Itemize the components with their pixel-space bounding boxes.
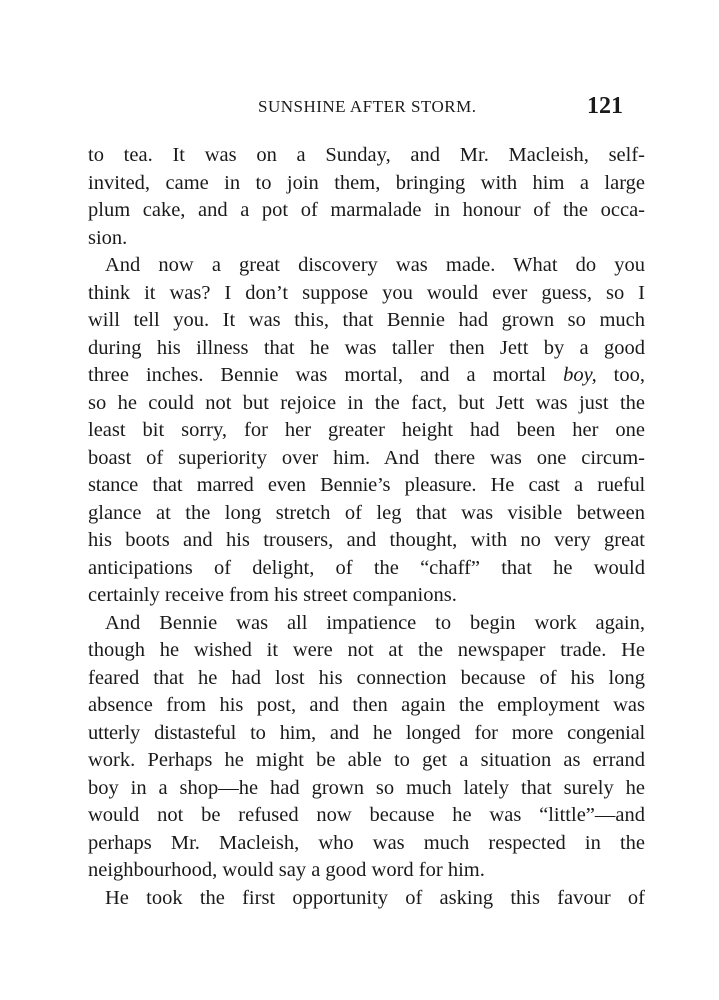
text-line: absence from his post, and then again the employment was (88, 694, 645, 716)
text-line: invited, came in to join them, bringing with him a large (88, 171, 645, 194)
text-line: anticipations of delight, of the “chaff” that he would (88, 556, 645, 579)
paragraph-first-line: He took the first opportunity of asking this favour of (105, 886, 645, 909)
text-line: certainly receive from his street companions. (88, 584, 457, 606)
text-line: to tea. It was on a Sunday, and Mr. Macleish, self- (88, 144, 645, 166)
text-line: so he could not but rejoice in the fact, but Jett was just the (88, 391, 645, 414)
italic-word: boy, (563, 364, 597, 386)
text-line-with-italic (88, 362, 645, 390)
text-line: sion. (88, 226, 128, 249)
body-text (88, 142, 645, 912)
text-span: too, (596, 364, 646, 386)
text-line: boy in a shop—he had grown so much lately that surely he (88, 776, 645, 799)
text-line: stance that marred even Bennie’s pleasure. He cast a rueful (88, 474, 645, 496)
text-line: his boots and his trousers, and thought, with no very great (88, 529, 645, 551)
text-line: boast of superiority over him. And there was one circum- (88, 446, 645, 469)
text-line: would not be refused now because he was “little”—and (88, 804, 645, 826)
text-line: though he wished it were not at the newspaper trade. He (88, 639, 645, 661)
text-span: three inches. Bennie was mortal, and a mortal (88, 364, 547, 386)
page-number: 121 (587, 93, 623, 119)
running-title: SUNSHINE AFTER STORM. (258, 97, 477, 116)
text-line: work. Perhaps he might be able to get a situation as errand (88, 749, 645, 771)
text-line: neighbourhood, would say a good word for him. (88, 859, 485, 881)
text-line: plum cake, and a pot of marmalade in honour of the occa- (88, 199, 645, 221)
text-line: feared that he had lost his connection because of his long (88, 666, 645, 689)
text-line: perhaps Mr. Macleish, who was much respected in the (88, 831, 645, 854)
text-line: least bit sorry, for her greater height had been her one (88, 419, 645, 441)
text-line: will tell you. It was this, that Bennie had grown so much (88, 309, 645, 331)
paragraph-first-line: And now a great discovery was made. What do you (105, 254, 645, 276)
paragraph-first-line: And Bennie was all impatience to begin work again, (105, 611, 645, 634)
text-line: glance at the long stretch of leg that was visible between (88, 501, 645, 524)
text-line: during his illness that he was taller then Jett by a good (88, 336, 645, 359)
text-line: utterly distasteful to him, and he longed for more congenial (88, 721, 645, 744)
text-line: think it was? I don’t suppose you would ever guess, so I (88, 281, 645, 304)
